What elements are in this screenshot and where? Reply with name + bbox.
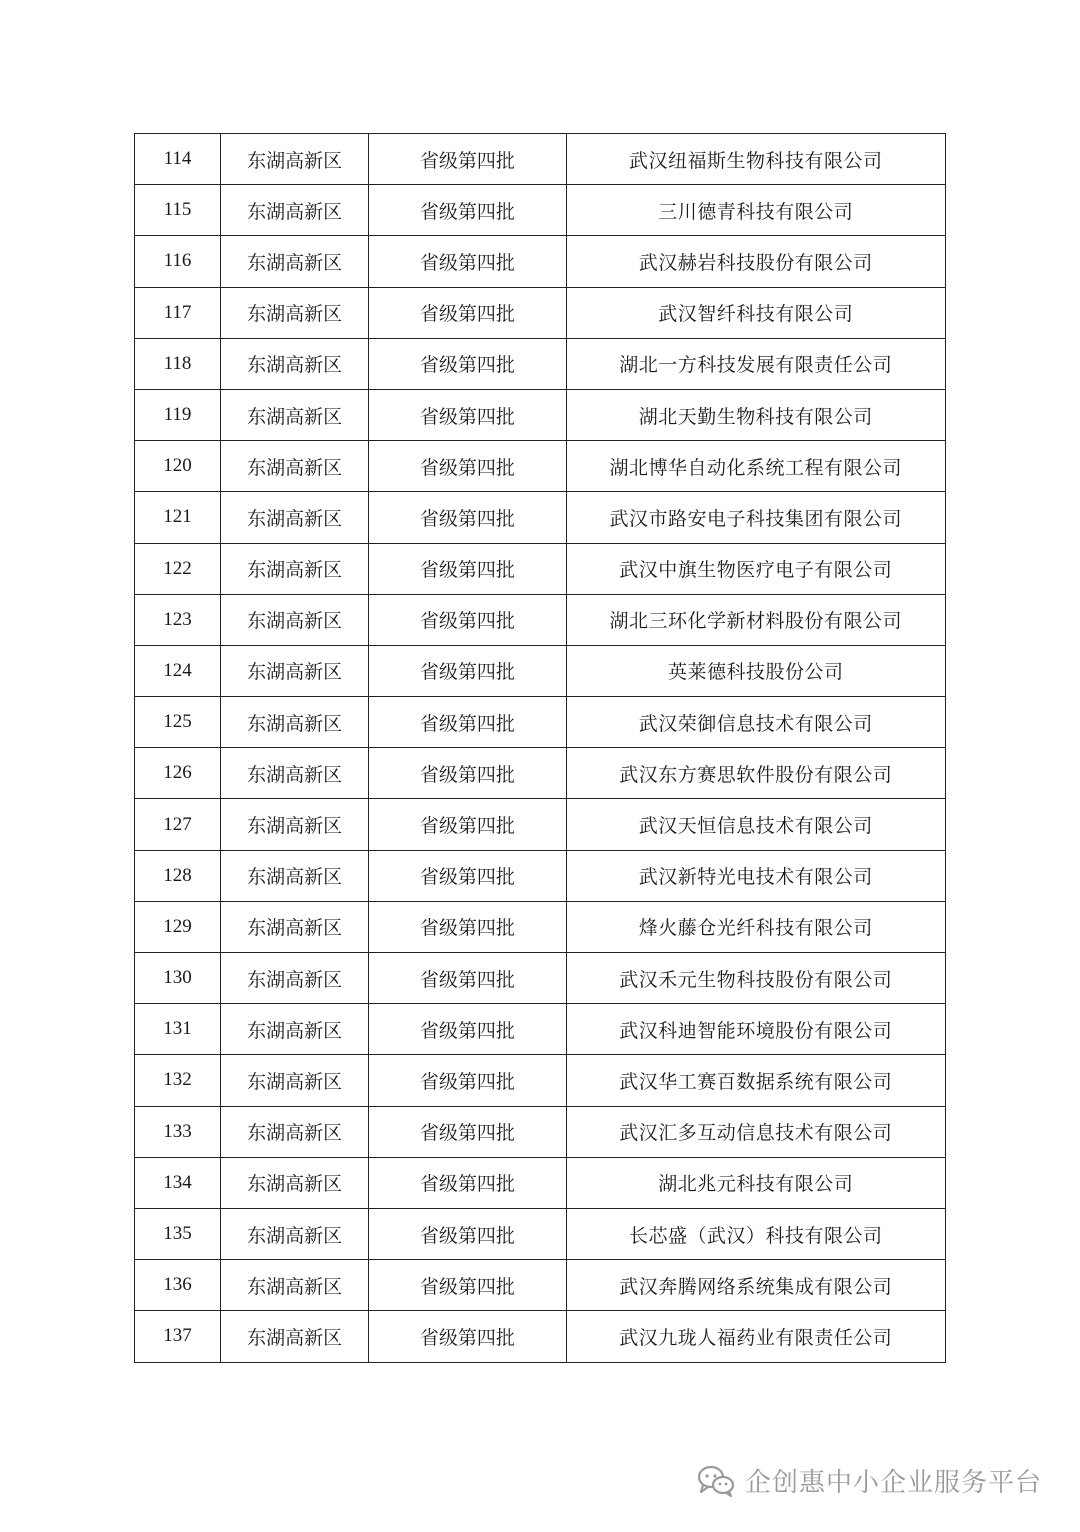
table-row xyxy=(135,338,946,389)
table-row xyxy=(135,492,946,543)
table-row xyxy=(135,850,946,901)
company-name-cell: 武汉华工赛百数据系统有限公司 xyxy=(566,1055,946,1106)
district-cell: 东湖高新区 xyxy=(221,901,369,952)
district-cell: 东湖高新区 xyxy=(221,543,369,594)
table-row xyxy=(135,1055,946,1106)
company-name-cell: 武汉禾元生物科技股份有限公司 xyxy=(566,953,946,1004)
row-number-cell: 120 xyxy=(135,441,221,492)
district-cell: 东湖高新区 xyxy=(221,594,369,645)
company-name-cell: 武汉奔腾网络系统集成有限公司 xyxy=(566,1260,946,1311)
district-cell: 东湖高新区 xyxy=(221,441,369,492)
row-number-cell: 132 xyxy=(135,1055,221,1106)
row-number-cell: 119 xyxy=(135,389,221,440)
table-row xyxy=(135,1311,946,1362)
table-row xyxy=(135,645,946,696)
batch-cell: 省级第四批 xyxy=(369,1311,566,1362)
company-name-cell: 湖北兆元科技有限公司 xyxy=(566,1157,946,1208)
table-row xyxy=(135,953,946,1004)
table-row xyxy=(135,1157,946,1208)
district-cell: 东湖高新区 xyxy=(221,953,369,1004)
row-number-cell: 118 xyxy=(135,338,221,389)
company-name-cell: 三川德青科技有限公司 xyxy=(566,185,946,236)
batch-cell: 省级第四批 xyxy=(369,543,566,594)
table-row xyxy=(135,748,946,799)
district-cell: 东湖高新区 xyxy=(221,134,369,185)
row-number-cell: 121 xyxy=(135,492,221,543)
company-name-cell: 武汉汇多互动信息技术有限公司 xyxy=(566,1106,946,1157)
row-number-cell: 133 xyxy=(135,1106,221,1157)
company-name-cell: 湖北博华自动化系统工程有限公司 xyxy=(566,441,946,492)
row-number-cell: 129 xyxy=(135,901,221,952)
company-name-cell: 武汉纽福斯生物科技有限公司 xyxy=(566,134,946,185)
batch-cell: 省级第四批 xyxy=(369,697,566,748)
wechat-icon xyxy=(697,1465,735,1497)
district-cell: 东湖高新区 xyxy=(221,236,369,287)
batch-cell: 省级第四批 xyxy=(369,134,566,185)
row-number-cell: 116 xyxy=(135,236,221,287)
batch-cell: 省级第四批 xyxy=(369,492,566,543)
table-row xyxy=(135,236,946,287)
district-cell: 东湖高新区 xyxy=(221,1106,369,1157)
batch-cell: 省级第四批 xyxy=(369,850,566,901)
row-number-cell: 127 xyxy=(135,799,221,850)
row-number-cell: 125 xyxy=(135,697,221,748)
row-number-cell: 134 xyxy=(135,1157,221,1208)
company-name-cell: 烽火藤仓光纤科技有限公司 xyxy=(566,901,946,952)
row-number-cell: 117 xyxy=(135,287,221,338)
company-name-cell: 武汉科迪智能环境股份有限公司 xyxy=(566,1004,946,1055)
table-body xyxy=(135,134,946,1363)
district-cell: 东湖高新区 xyxy=(221,185,369,236)
batch-cell: 省级第四批 xyxy=(369,748,566,799)
district-cell: 东湖高新区 xyxy=(221,1208,369,1259)
table-row xyxy=(135,1260,946,1311)
batch-cell: 省级第四批 xyxy=(369,1106,566,1157)
batch-cell: 省级第四批 xyxy=(369,645,566,696)
batch-cell: 省级第四批 xyxy=(369,338,566,389)
table-row xyxy=(135,543,946,594)
district-cell: 东湖高新区 xyxy=(221,697,369,748)
row-number-cell: 126 xyxy=(135,748,221,799)
district-cell: 东湖高新区 xyxy=(221,287,369,338)
company-name-cell: 长芯盛（武汉）科技有限公司 xyxy=(566,1208,946,1259)
district-cell: 东湖高新区 xyxy=(221,1260,369,1311)
table-row xyxy=(135,287,946,338)
row-number-cell: 114 xyxy=(135,134,221,185)
batch-cell: 省级第四批 xyxy=(369,1260,566,1311)
company-name-cell: 武汉智纤科技有限公司 xyxy=(566,287,946,338)
table-row xyxy=(135,799,946,850)
district-cell: 东湖高新区 xyxy=(221,748,369,799)
batch-cell: 省级第四批 xyxy=(369,901,566,952)
batch-cell: 省级第四批 xyxy=(369,953,566,1004)
row-number-cell: 130 xyxy=(135,953,221,1004)
batch-cell: 省级第四批 xyxy=(369,236,566,287)
company-name-cell: 湖北三环化学新材料股份有限公司 xyxy=(566,594,946,645)
company-name-cell: 湖北天勤生物科技有限公司 xyxy=(566,389,946,440)
batch-cell: 省级第四批 xyxy=(369,594,566,645)
table-row xyxy=(135,594,946,645)
company-name-cell: 武汉天恒信息技术有限公司 xyxy=(566,799,946,850)
company-name-cell: 武汉九珑人福药业有限责任公司 xyxy=(566,1311,946,1362)
row-number-cell: 128 xyxy=(135,850,221,901)
district-cell: 东湖高新区 xyxy=(221,389,369,440)
table-row xyxy=(135,389,946,440)
batch-cell: 省级第四批 xyxy=(369,185,566,236)
district-cell: 东湖高新区 xyxy=(221,799,369,850)
company-name-cell: 武汉赫岩科技股份有限公司 xyxy=(566,236,946,287)
table-row xyxy=(135,185,946,236)
district-cell: 东湖高新区 xyxy=(221,1055,369,1106)
row-number-cell: 135 xyxy=(135,1208,221,1259)
company-name-cell: 湖北一方科技发展有限责任公司 xyxy=(566,338,946,389)
row-number-cell: 131 xyxy=(135,1004,221,1055)
watermark-text: 企创惠中小企业服务平台 xyxy=(744,1468,1042,1498)
district-cell: 东湖高新区 xyxy=(221,338,369,389)
batch-cell: 省级第四批 xyxy=(369,1157,566,1208)
batch-cell: 省级第四批 xyxy=(369,441,566,492)
batch-cell: 省级第四批 xyxy=(369,799,566,850)
company-name-cell: 英莱德科技股份公司 xyxy=(566,645,946,696)
row-number-cell: 124 xyxy=(135,645,221,696)
table-row xyxy=(135,134,946,185)
district-cell: 东湖高新区 xyxy=(221,1157,369,1208)
company-name-cell: 武汉荣御信息技术有限公司 xyxy=(566,697,946,748)
district-cell: 东湖高新区 xyxy=(221,1004,369,1055)
batch-cell: 省级第四批 xyxy=(369,287,566,338)
district-cell: 东湖高新区 xyxy=(221,645,369,696)
table-row xyxy=(135,697,946,748)
row-number-cell: 122 xyxy=(135,543,221,594)
table-row xyxy=(135,441,946,492)
row-number-cell: 123 xyxy=(135,594,221,645)
batch-cell: 省级第四批 xyxy=(369,389,566,440)
company-name-cell: 武汉东方赛思软件股份有限公司 xyxy=(566,748,946,799)
company-list-table xyxy=(134,133,946,1363)
batch-cell: 省级第四批 xyxy=(369,1055,566,1106)
table-row xyxy=(135,1106,946,1157)
watermark xyxy=(697,1462,1042,1499)
company-name-cell: 武汉新特光电技术有限公司 xyxy=(566,850,946,901)
district-cell: 东湖高新区 xyxy=(221,1311,369,1362)
row-number-cell: 136 xyxy=(135,1260,221,1311)
table-row xyxy=(135,1208,946,1259)
row-number-cell: 115 xyxy=(135,185,221,236)
row-number-cell: 137 xyxy=(135,1311,221,1362)
company-name-cell: 武汉市路安电子科技集团有限公司 xyxy=(566,492,946,543)
company-name-cell: 武汉中旗生物医疗电子有限公司 xyxy=(566,543,946,594)
batch-cell: 省级第四批 xyxy=(369,1004,566,1055)
table-row xyxy=(135,1004,946,1055)
district-cell: 东湖高新区 xyxy=(221,492,369,543)
district-cell: 东湖高新区 xyxy=(221,850,369,901)
table-row xyxy=(135,901,946,952)
batch-cell: 省级第四批 xyxy=(369,1208,566,1259)
